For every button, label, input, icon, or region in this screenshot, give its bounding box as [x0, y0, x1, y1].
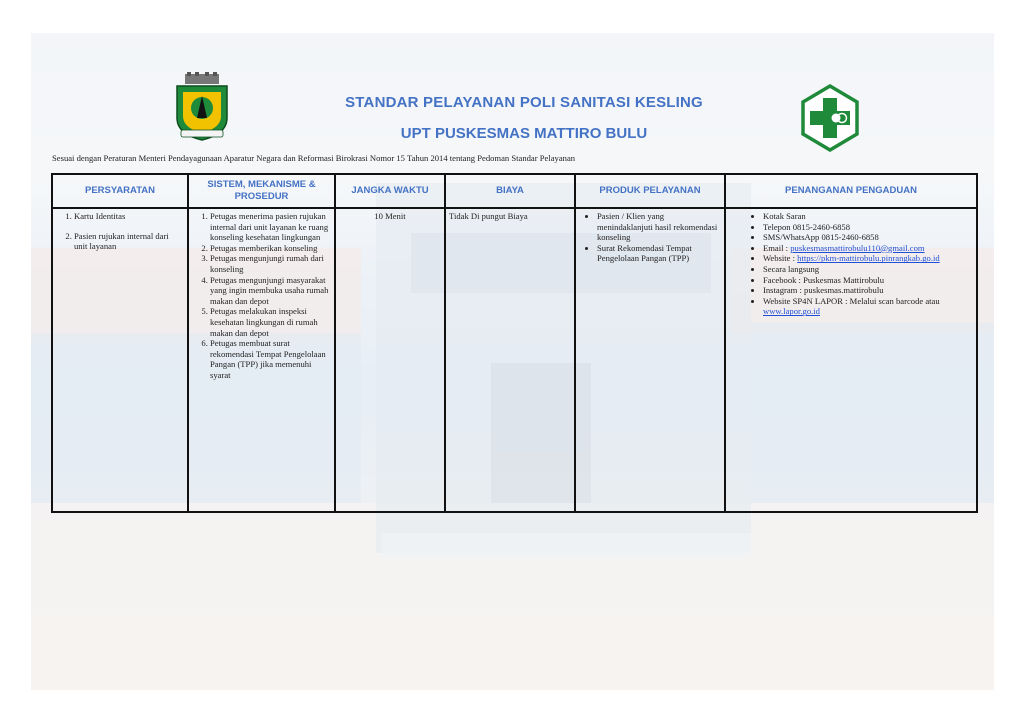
list-item: 6. Petugas membuat surat rekomendasi Tempat Pengelolaan Pangan (TPP) jika memenuhi syarat — [210, 338, 331, 380]
cell-jangka-waktu: 10 Menit — [335, 208, 445, 512]
list-item — [763, 243, 973, 254]
table-header-row — [52, 174, 977, 208]
list-item: 5. Petugas melakukan inspeksi kesehatan lingkungan di rumah makan dan depot — [210, 306, 331, 338]
email-label: Email : — [763, 242, 791, 253]
list-item: 3. Petugas mengunjungi rumah dari konseling — [210, 253, 331, 274]
website-link[interactable]: https://pkm-mattirobulu.pinrangkab.go.id — [797, 253, 940, 264]
list-item: • Secara langsung — [763, 264, 973, 275]
header-persyaratan: PERSYARATAN — [52, 174, 188, 208]
list-item: • Instagram : puskesmas.mattirobulu — [763, 285, 973, 296]
list-item: 2. Pasien rujukan internal dari unit layanan — [74, 231, 184, 252]
table-row — [52, 208, 977, 512]
header-jangka-waktu: JANGKA WAKTU — [335, 174, 445, 208]
regulation-note: Sesuai dengan Peraturan Menteri Pendayagunaan Aparatur Negara dan Reformasi Birokrasi Nomor 15 Tahun 2014 tentang Pedoman Standar Pelayanan — [52, 153, 576, 163]
list-item: • Facebook : Puskesmas Mattirobulu — [763, 275, 973, 286]
lapor-link[interactable]: www.lapor.go.id — [763, 306, 820, 317]
header-prosedur: SISTEM, MEKANISME & PROSEDUR — [188, 174, 335, 208]
cell-produk — [575, 208, 725, 512]
list-item: • Surat Rekomendasi Tempat Pengelolaan Pangan (TPP) — [597, 243, 721, 264]
cell-prosedur — [188, 208, 335, 512]
cell-persyaratan — [52, 208, 188, 512]
list-item — [763, 296, 973, 317]
header-pengaduan: PENANGANAN PENGADUAN — [725, 174, 977, 208]
cell-pengaduan — [725, 208, 977, 512]
header-produk: PRODUK PELAYANAN — [575, 174, 725, 208]
header-biaya: BIAYA — [445, 174, 575, 208]
cell-biaya: Tidak Di pungut Biaya — [445, 208, 575, 512]
page-title: STANDAR PELAYANAN POLI SANITASI KESLING — [345, 94, 703, 111]
list-item: • Pasien / Klien yang menindaklanjuti hasil rekomendasi konseling — [597, 211, 721, 243]
list-item: 2. Petugas memberikan konseling — [210, 243, 331, 254]
list-item: • Kotak Saran — [763, 211, 973, 222]
list-item — [763, 253, 973, 264]
service-standard-table — [51, 173, 978, 513]
list-item: • Telepon 0815-2460-6858 — [763, 222, 973, 233]
list-item: 1. Petugas menerima pasien rujukan internal dari unit layanan ke ruang konseling kesehatan lingkungan — [210, 211, 331, 243]
list-item: 4. Petugas mengunjungi masyarakat yang ingin membuka usaha rumah makan dan depot — [210, 275, 331, 307]
website-label: Website : — [763, 253, 798, 264]
lapor-text: Website SP4N LAPOR : Melalui scan barcode atau — [763, 295, 940, 306]
list-item: 1. Kartu Identitas — [74, 211, 184, 222]
list-item: • SMS/WhatsApp 0815-2460-6858 — [763, 232, 973, 243]
email-link[interactable]: puskesmasmattirobulu110@gmail.com — [790, 242, 925, 253]
page-subtitle: UPT PUSKESMAS MATTIRO BULU — [400, 125, 648, 142]
